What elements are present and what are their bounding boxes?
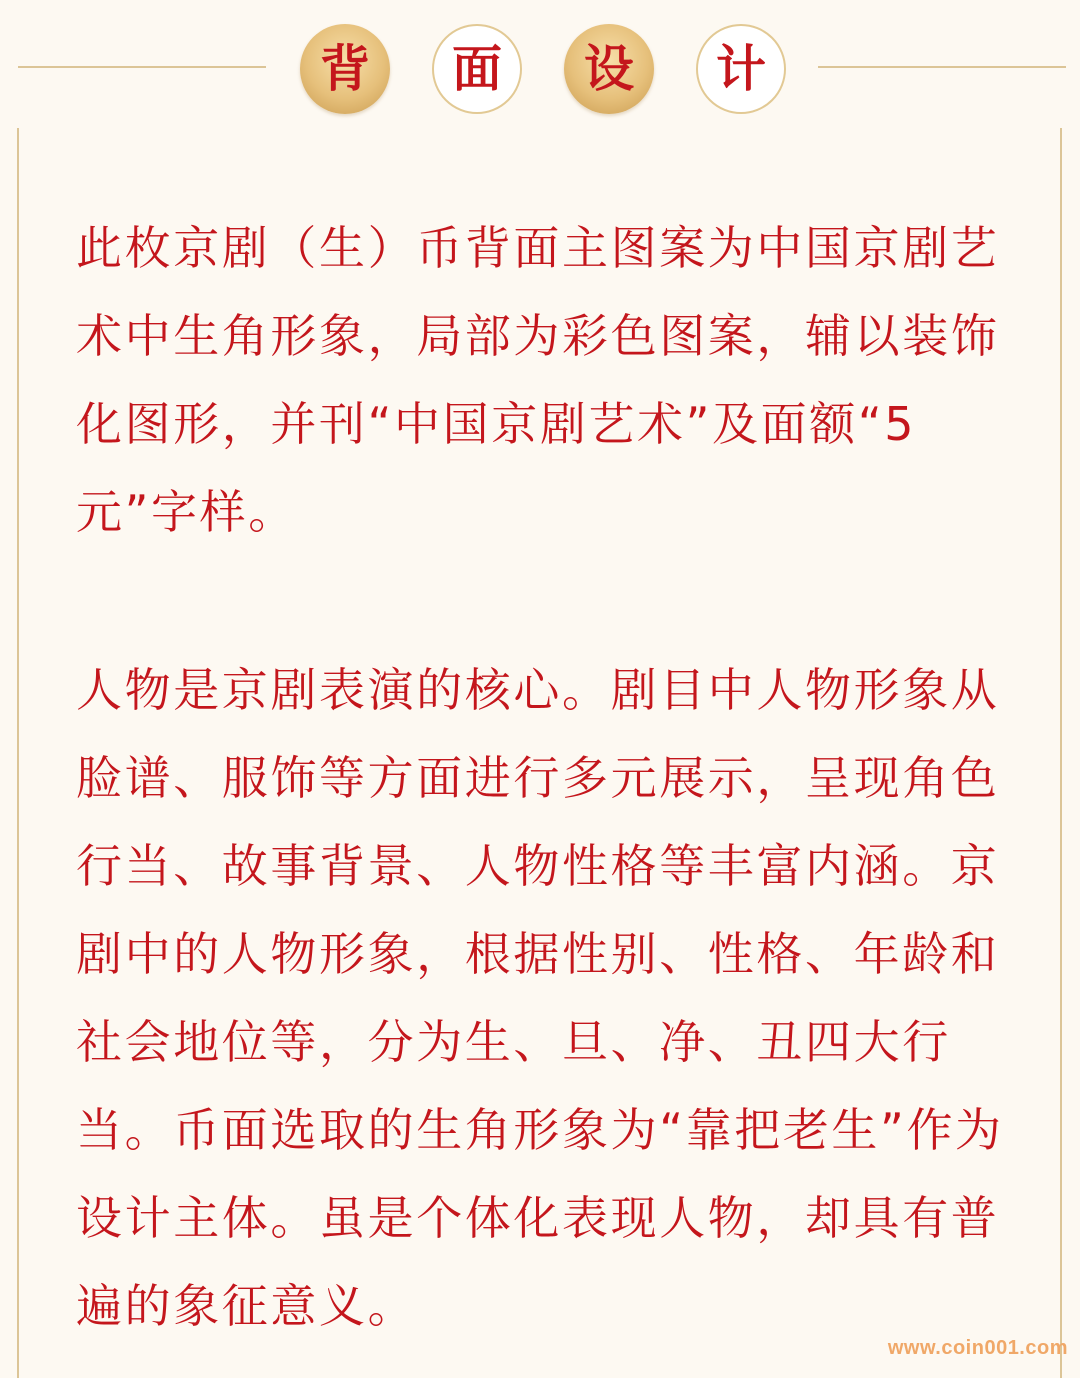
frame-border-left	[17, 128, 19, 1378]
watermark: www.coin001.com	[887, 1337, 1068, 1359]
frame-border-right	[1060, 128, 1062, 1378]
header-rule-right	[818, 66, 1066, 68]
paragraph-2: 人物是京剧表演的核心。剧目中人物形象从脸谱、服饰等方面进行多元展示，呈现角色行当、故事背景、人物性格等丰富内涵。京剧中的人物形象，根据性别、性格、年龄和社会地位等，分为生、旦、净、丑四大行当。币面选取的生角形象为“靠把老生”作为设计主体。虽是个体化表现人物，却具有普遍的象征意义。	[76, 663, 1004, 1333]
paragraph-1: 此枚京剧（生）币背面主图案为中国京剧艺术中生角形象，局部为彩色图案，辅以装饰化图形，并刊“中国京剧艺术”及面额“5元”字样。	[76, 221, 1000, 539]
title-char-1: 背	[320, 40, 370, 98]
title-medallion-1	[300, 24, 390, 114]
title-medallion-3	[564, 24, 654, 114]
title-medallion-4	[696, 24, 786, 114]
title-medallion-2	[432, 24, 522, 114]
section-title	[296, 24, 790, 120]
article-body	[76, 204, 1010, 1350]
header-rule-left	[18, 66, 266, 68]
title-char-3: 设	[584, 40, 634, 98]
title-char-2: 面	[452, 40, 502, 98]
title-char-4: 计	[716, 40, 766, 98]
